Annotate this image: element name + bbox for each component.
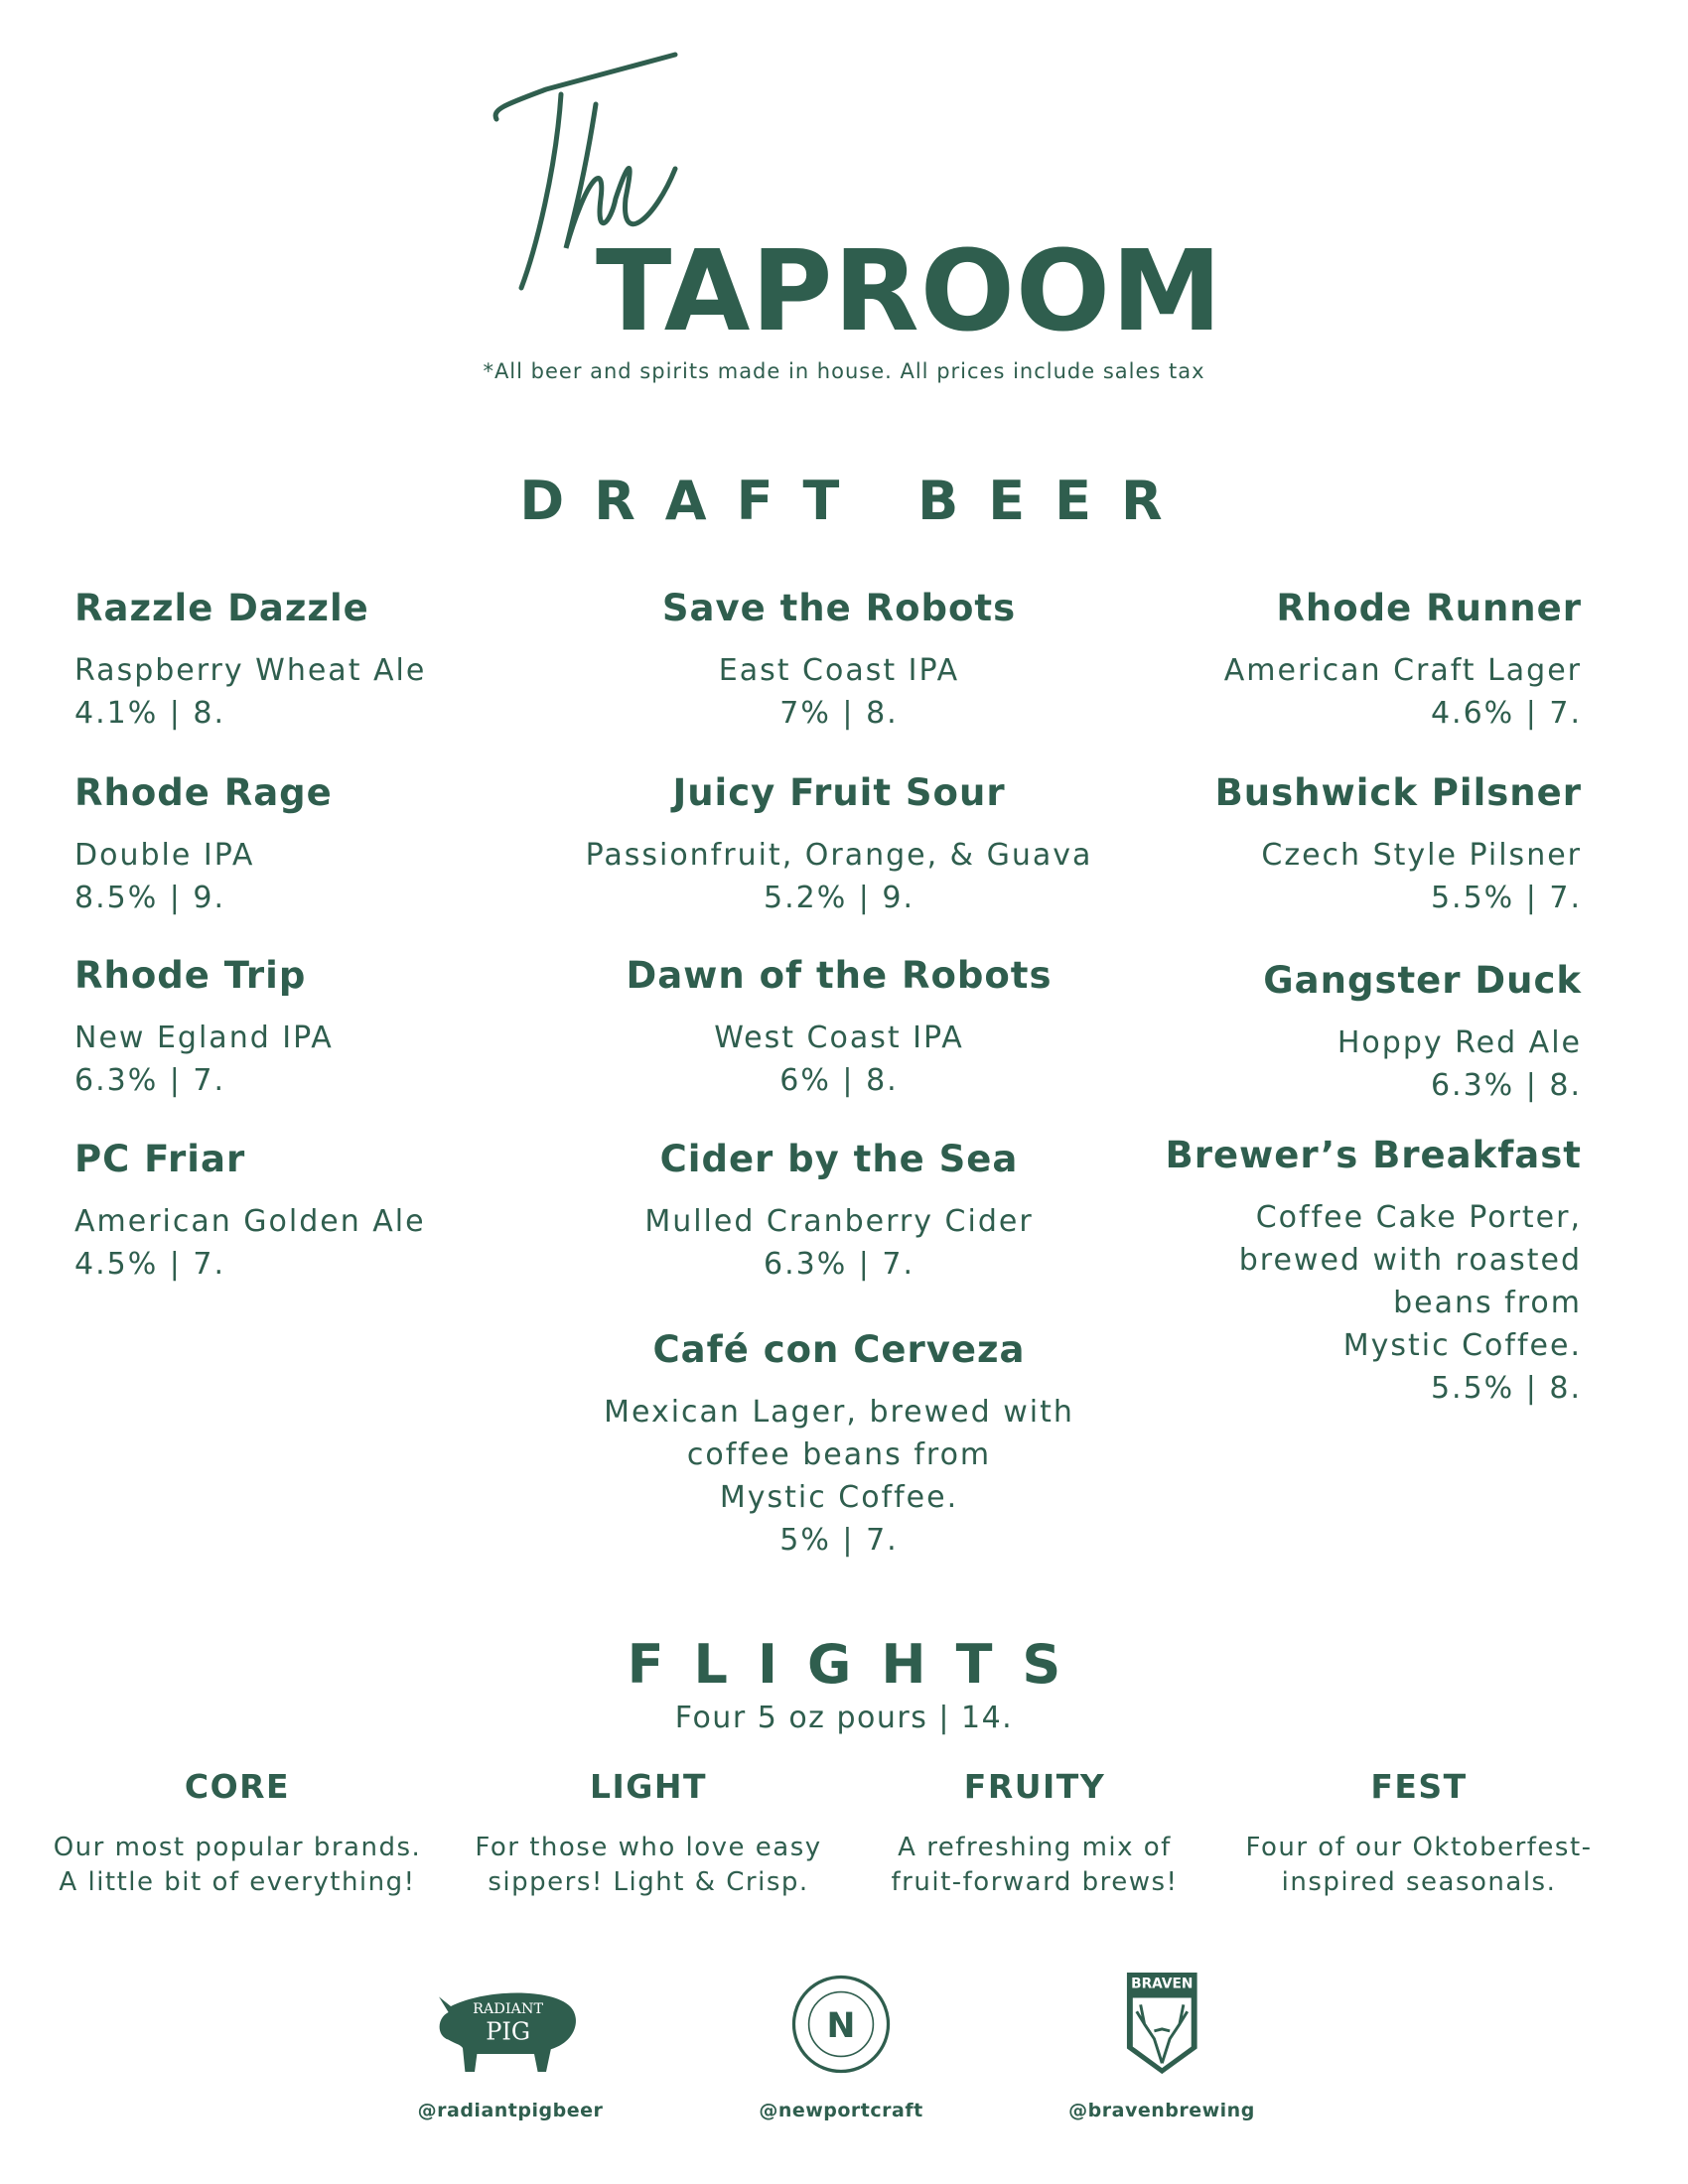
flight-name: FRUITY <box>963 1767 1106 1806</box>
beer-style: Mystic Coffee. <box>719 1480 959 1515</box>
beer-style: Hoppy Red Ale <box>1336 1025 1582 1060</box>
partner-handle[interactable]: @radiantpigbeer <box>417 2100 604 2121</box>
flight-name: FEST <box>1370 1767 1468 1806</box>
beer-abv-price: 5.5% | 7. <box>1430 881 1582 915</box>
beer-name: Rhode Trip <box>74 954 307 997</box>
flight-name: LIGHT <box>589 1767 708 1806</box>
svg-text:PIG: PIG <box>486 2017 531 2046</box>
beer-name: Razzle Dazzle <box>74 587 369 629</box>
beer-name: Cider by the Sea <box>659 1138 1019 1180</box>
beer-name: Gangster Duck <box>1263 959 1582 1002</box>
beer-style: American Craft Lager <box>1223 653 1582 688</box>
beer-name: Brewer’s Breakfast <box>1165 1134 1582 1176</box>
beer-abv-price: 4.1% | 8. <box>74 696 226 731</box>
beer-abv-price: 6.3% | 7. <box>74 1063 226 1098</box>
beer-style: West Coast IPA <box>714 1021 964 1055</box>
partner-handle[interactable]: @newportcraft <box>759 2100 923 2121</box>
draft-beer-heading: DRAFT BEER <box>519 470 1193 532</box>
beer-abv-price: 6.3% | 8. <box>1430 1068 1582 1103</box>
flight-name: CORE <box>184 1767 291 1806</box>
beer-abv-price: 6.3% | 7. <box>763 1247 915 1282</box>
flight-description: Our most popular brands. <box>53 1833 422 1862</box>
flight-fest <box>1230 1767 1608 1900</box>
flights-heading: FLIGHTS <box>627 1633 1091 1696</box>
beer-style: brewed with roasted <box>1238 1243 1582 1278</box>
beer-style: Passionfruit, Orange, & Guava <box>585 838 1093 873</box>
flight-description: Four of our Oktoberfest- <box>1245 1833 1593 1862</box>
beer-abv-price: 4.5% | 7. <box>74 1247 226 1282</box>
beer-item <box>74 770 631 919</box>
page-title: TAPROOM <box>596 227 1223 356</box>
beer-name: PC Friar <box>74 1138 246 1180</box>
beer-abv-price: 5.2% | 9. <box>763 881 915 915</box>
beer-item <box>1026 770 1582 919</box>
svg-text:RADIANT: RADIANT <box>473 2001 544 2018</box>
beer-style: Raspberry Wheat Ale <box>74 653 427 688</box>
beer-style: Double IPA <box>74 838 255 873</box>
beer-name: Rhode Runner <box>1276 587 1582 629</box>
flight-description: fruit-forward brews! <box>891 1867 1179 1897</box>
beer-item <box>1026 958 1582 1107</box>
beer-abv-price: 4.6% | 7. <box>1430 696 1582 731</box>
partner-handle[interactable]: @bravenbrewing <box>1068 2100 1255 2121</box>
flight-fruity <box>846 1767 1223 1900</box>
beer-name: Bushwick Pilsner <box>1214 771 1582 814</box>
beer-name: Save the Robots <box>661 587 1017 629</box>
beer-style: New Egland IPA <box>74 1021 334 1055</box>
flight-description: A refreshing mix of <box>898 1833 1172 1862</box>
flight-description: A little bit of everything! <box>59 1867 416 1897</box>
flight-description: sippers! Light & Crisp. <box>488 1867 809 1897</box>
beer-style: Czech Style Pilsner <box>1261 838 1582 873</box>
radiant-pig-logo-icon <box>427 1971 594 2078</box>
beer-name: Dawn of the Robots <box>626 954 1053 997</box>
flight-light <box>460 1767 837 1900</box>
beer-name: Café con Cerveza <box>652 1328 1026 1371</box>
svg-text:N: N <box>826 2005 856 2046</box>
partner-braven <box>1033 1971 1291 2121</box>
beer-item <box>74 1137 631 1286</box>
beer-item <box>1026 586 1582 735</box>
beer-name: Rhode Rage <box>74 771 333 814</box>
beer-style: Mulled Cranberry Cider <box>644 1204 1034 1239</box>
beer-abv-price: 6% | 8. <box>779 1063 899 1098</box>
beer-style: East Coast IPA <box>718 653 960 688</box>
flight-core <box>49 1767 426 1900</box>
flight-description: inspired seasonals. <box>1281 1867 1557 1897</box>
newport-craft-logo-icon <box>787 1971 895 2078</box>
beer-name: Juicy Fruit Sour <box>672 771 1006 814</box>
beer-style: American Golden Ale <box>74 1204 426 1239</box>
beer-abv-price: 7% | 8. <box>779 696 899 731</box>
svg-text:BRAVEN: BRAVEN <box>1130 1976 1194 1992</box>
partner-newport-craft <box>712 1971 970 2121</box>
beer-item <box>74 953 631 1102</box>
flight-description: For those who love easy <box>475 1833 822 1862</box>
tagline: *All beer and spirits made in house. All prices include sales tax <box>483 359 1205 383</box>
flights-subtitle: Four 5 oz pours | 14. <box>674 1701 1014 1735</box>
partner-radiant-pig <box>381 1971 639 2121</box>
beer-item <box>1026 1133 1582 1410</box>
beer-style: Mystic Coffee. <box>1342 1328 1582 1363</box>
beer-abv-price: 5.5% | 8. <box>1430 1371 1582 1406</box>
beer-style: coffee beans from <box>686 1437 992 1472</box>
braven-logo-icon <box>1123 1971 1201 2078</box>
beer-item <box>74 586 631 735</box>
beer-abv-price: 5% | 7. <box>779 1523 899 1558</box>
beer-style: beans from <box>1393 1286 1582 1320</box>
beer-style: Coffee Cake Porter, <box>1255 1200 1582 1235</box>
beer-abv-price: 8.5% | 9. <box>74 881 226 915</box>
beer-style: Mexican Lager, brewed with <box>604 1395 1074 1430</box>
